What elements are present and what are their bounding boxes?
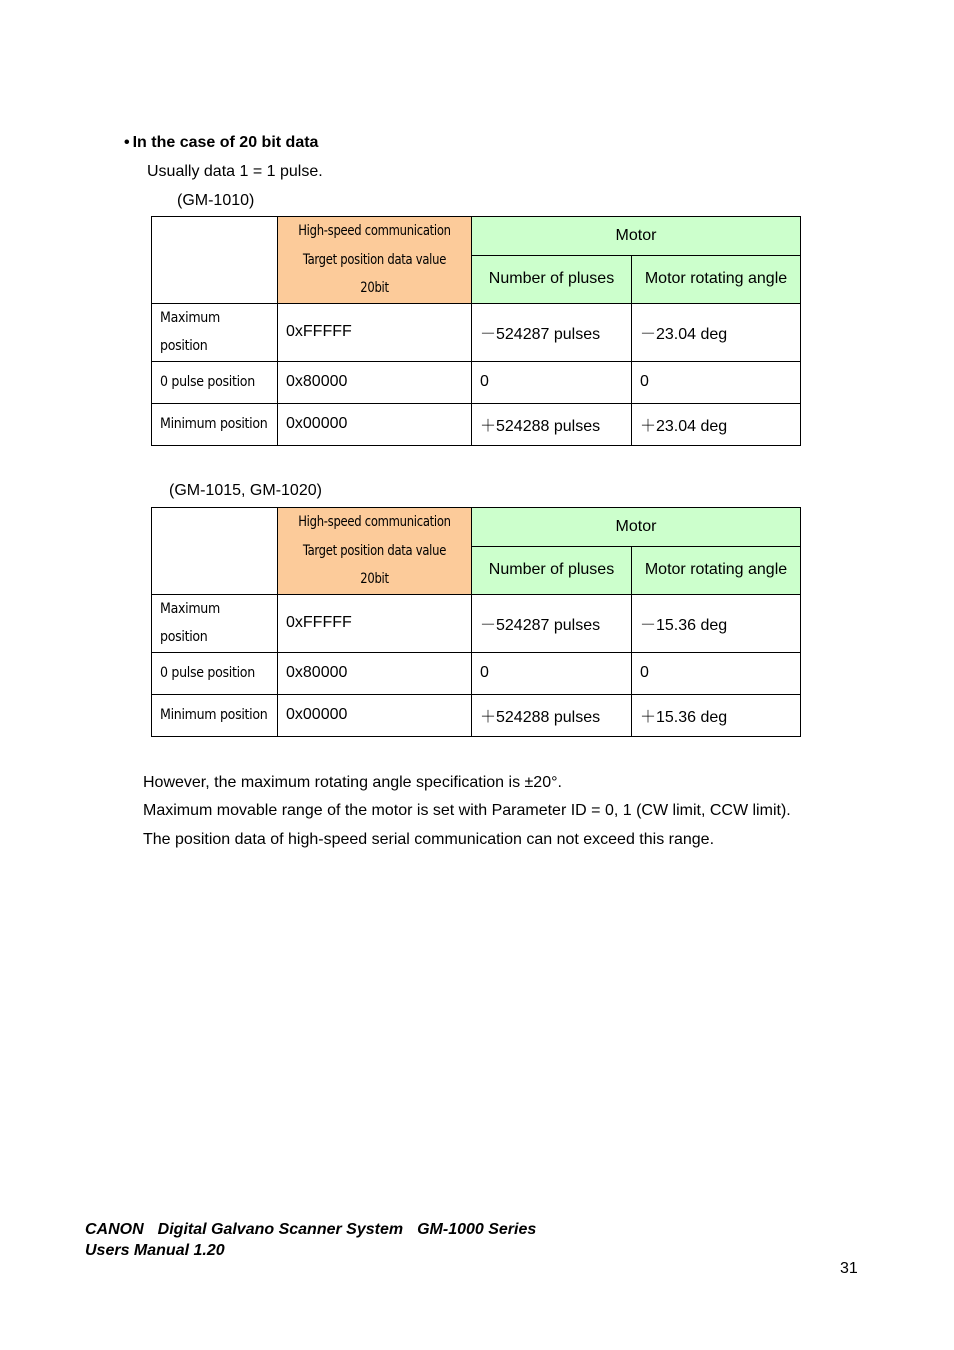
page-number: 31 xyxy=(840,1260,858,1277)
row-label xyxy=(152,694,278,736)
section-subtext: Usually data 1 = 1 pulse. xyxy=(147,163,323,180)
pulses-cell: 0 xyxy=(472,361,632,403)
pulses-cell: －524287 pulses xyxy=(472,594,632,652)
table-caption-gm1010: (GM-1010) xyxy=(177,192,255,209)
angle-cell: －23.04 deg xyxy=(632,303,801,361)
table-corner-cell xyxy=(152,217,278,304)
data-value-cell: 0xFFFFF xyxy=(278,594,472,652)
row-label xyxy=(152,403,278,445)
header-line: 20bit xyxy=(360,571,389,587)
footer-series: GM-1000 Series xyxy=(417,1221,537,1238)
header-motor: Motor xyxy=(472,508,801,547)
header-data-value xyxy=(278,217,472,304)
note-angle-spec: However, the maximum rotating angle specification is ±20°. xyxy=(143,774,562,791)
header-line: High-speed communication xyxy=(298,223,451,239)
header-data-value xyxy=(278,508,472,595)
header-motor: Motor xyxy=(472,217,801,256)
table-row xyxy=(152,303,801,361)
data-value-cell: 0x80000 xyxy=(278,361,472,403)
header-line: High-speed communication xyxy=(298,514,451,530)
header-number-of-pulses: Number of pluses xyxy=(472,546,632,594)
header-motor-rotating-angle: Motor rotating angle xyxy=(632,255,801,303)
section-heading-text: In the case of 20 bit data xyxy=(132,134,319,151)
angle-cell: 0 xyxy=(632,361,801,403)
header-line: Target position data value xyxy=(302,542,447,559)
data-value-cell: 0x00000 xyxy=(278,694,472,736)
position-table-gm1010 xyxy=(151,216,801,446)
angle-cell: ＋23.04 deg xyxy=(632,403,801,445)
table-row xyxy=(152,403,801,445)
row-label-line: Minimum position xyxy=(160,706,268,723)
pulses-cell: 0 xyxy=(472,652,632,694)
page-footer xyxy=(85,1219,536,1261)
table-corner-cell xyxy=(152,508,278,595)
table-row xyxy=(152,361,801,403)
data-value-cell: 0xFFFFF xyxy=(278,303,472,361)
header-line: 20bit xyxy=(360,280,389,296)
table-row xyxy=(152,652,801,694)
header-number-of-pulses: Number of pluses xyxy=(472,255,632,303)
angle-cell: －15.36 deg xyxy=(632,594,801,652)
data-value-cell: 0x00000 xyxy=(278,403,472,445)
angle-cell: 0 xyxy=(632,652,801,694)
table-row xyxy=(152,694,801,736)
pulses-cell: ＋524288 pulses xyxy=(472,403,632,445)
footer-manual: Users Manual 1.20 xyxy=(85,1242,225,1259)
footer-product: Digital Galvano Scanner System xyxy=(157,1221,404,1238)
footer-brand: CANON xyxy=(85,1221,144,1238)
pulses-cell: ＋524288 pulses xyxy=(472,694,632,736)
position-table-gm1015-gm1020 xyxy=(151,507,801,737)
note-range-limit: The position data of high-speed serial communication can not exceed this range. xyxy=(143,831,715,848)
row-label-line: position xyxy=(160,629,208,645)
row-label-line: 0 pulse position xyxy=(160,373,255,390)
bullet: • xyxy=(124,134,130,151)
note-movable-range: Maximum movable range of the motor is set with Parameter ID = 0, 1 (CW limit, CCW limit). xyxy=(143,802,791,819)
row-label xyxy=(152,303,278,361)
row-label-line: 0 pulse position xyxy=(160,664,255,681)
table-row xyxy=(152,594,801,652)
pulses-cell: －524287 pulses xyxy=(472,303,632,361)
data-value-cell: 0x80000 xyxy=(278,652,472,694)
section-heading xyxy=(124,134,318,152)
row-label-line: Maximum xyxy=(160,309,220,326)
row-label xyxy=(152,361,278,403)
angle-cell: ＋15.36 deg xyxy=(632,694,801,736)
row-label-line: position xyxy=(160,338,208,354)
row-label xyxy=(152,652,278,694)
table-caption-gm1015-gm1020: (GM-1015, GM-1020) xyxy=(169,482,322,499)
row-label xyxy=(152,594,278,652)
row-label-line: Maximum xyxy=(160,600,220,617)
header-line: Target position data value xyxy=(302,251,447,268)
row-label-line: Minimum position xyxy=(160,415,268,432)
header-motor-rotating-angle: Motor rotating angle xyxy=(632,546,801,594)
